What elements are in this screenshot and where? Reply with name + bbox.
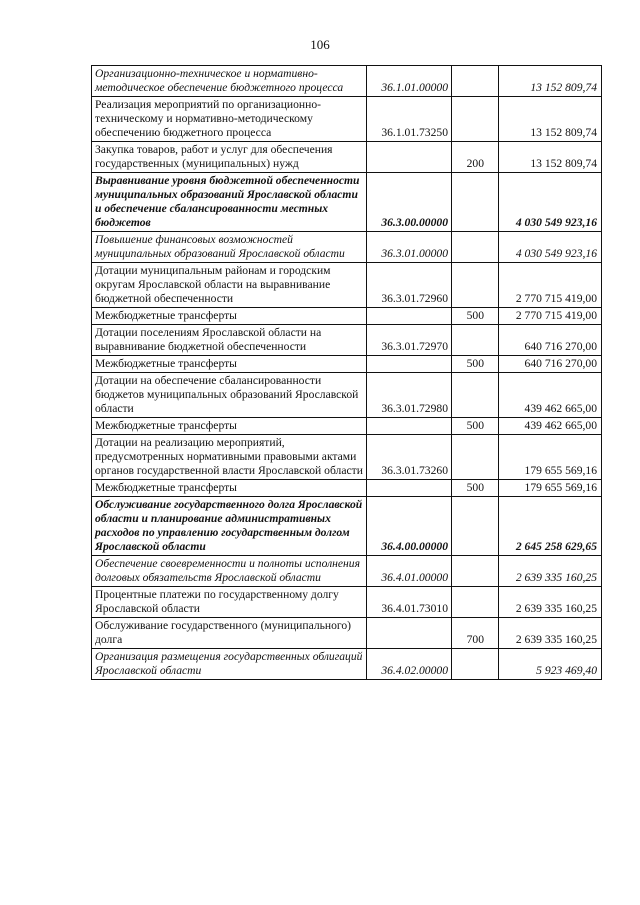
row-code-cell: 36.4.02.00000 <box>367 649 452 680</box>
row-name-cell: Организация размещения государственных облигаций Ярославской области <box>92 649 367 680</box>
row-code-cell <box>367 480 452 497</box>
table-row <box>92 173 602 232</box>
row-amount-cell: 640 716 270,00 <box>499 356 602 373</box>
row-kind-cell <box>452 173 499 232</box>
row-name-cell: Выравнивание уровня бюджетной обеспеченности муниципальных образований Ярославской области и обеспечение сбалансированности местных бюджетов <box>92 173 367 232</box>
row-kind-cell: 500 <box>452 308 499 325</box>
table-row <box>92 435 602 480</box>
row-amount-cell: 2 645 258 629,65 <box>499 497 602 556</box>
row-amount-cell: 179 655 569,16 <box>499 480 602 497</box>
row-kind-cell <box>452 435 499 480</box>
row-amount-cell: 4 030 549 923,16 <box>499 232 602 263</box>
row-code-cell: 36.3.01.73260 <box>367 435 452 480</box>
row-code-cell <box>367 142 452 173</box>
row-amount-cell: 2 639 335 160,25 <box>499 587 602 618</box>
row-name-cell: Дотации поселениям Ярославской области на выравнивание бюджетной обеспеченности <box>92 325 367 356</box>
table-row <box>92 587 602 618</box>
table-row <box>92 618 602 649</box>
row-kind-cell <box>452 232 499 263</box>
row-amount-cell: 4 030 549 923,16 <box>499 173 602 232</box>
table-row <box>92 356 602 373</box>
row-name-cell: Межбюджетные трансферты <box>92 308 367 325</box>
row-kind-cell <box>452 497 499 556</box>
row-amount-cell: 2 639 335 160,25 <box>499 556 602 587</box>
row-code-cell: 36.3.01.00000 <box>367 232 452 263</box>
row-code-cell <box>367 356 452 373</box>
row-name-cell: Дотации муниципальным районам и городским округам Ярославской области на выравнивание бюджетной обеспеченности <box>92 263 367 308</box>
row-amount-cell: 13 152 809,74 <box>499 97 602 142</box>
row-kind-cell: 500 <box>452 480 499 497</box>
row-code-cell: 36.1.01.00000 <box>367 66 452 97</box>
row-name-cell: Межбюджетные трансферты <box>92 418 367 435</box>
row-name-cell: Обслуживание государственного (муниципального) долга <box>92 618 367 649</box>
row-amount-cell: 640 716 270,00 <box>499 325 602 356</box>
row-name-cell: Повышение финансовых возможностей муниципальных образований Ярославской области <box>92 232 367 263</box>
row-name-cell: Реализация мероприятий по организационно-техническому и нормативно-методическому обеспечению бюджетного процесса <box>92 97 367 142</box>
row-name-cell: Дотации на реализацию мероприятий, предусмотренных нормативными правовыми актами органов государственной власти Ярославской области <box>92 435 367 480</box>
row-kind-cell <box>452 556 499 587</box>
budget-table-body <box>92 66 602 680</box>
table-row <box>92 325 602 356</box>
row-code-cell: 36.3.00.00000 <box>367 173 452 232</box>
row-name-cell: Закупка товаров, работ и услуг для обеспечения государственных (муниципальных) нужд <box>92 142 367 173</box>
row-amount-cell: 13 152 809,74 <box>499 66 602 97</box>
row-code-cell: 36.1.01.73250 <box>367 97 452 142</box>
row-kind-cell: 200 <box>452 142 499 173</box>
row-amount-cell: 2 770 715 419,00 <box>499 263 602 308</box>
row-kind-cell <box>452 97 499 142</box>
row-amount-cell: 439 462 665,00 <box>499 373 602 418</box>
row-code-cell <box>367 618 452 649</box>
row-kind-cell <box>452 66 499 97</box>
row-kind-cell: 700 <box>452 618 499 649</box>
row-code-cell: 36.4.01.73010 <box>367 587 452 618</box>
table-row <box>92 480 602 497</box>
row-code-cell: 36.3.01.72980 <box>367 373 452 418</box>
row-code-cell: 36.4.01.00000 <box>367 556 452 587</box>
table-row <box>92 263 602 308</box>
row-kind-cell <box>452 587 499 618</box>
row-kind-cell <box>452 263 499 308</box>
table-row <box>92 142 602 173</box>
row-name-cell: Обеспечение своевременности и полноты исполнения долговых обязательств Ярославской области <box>92 556 367 587</box>
row-name-cell: Процентные платежи по государственному долгу Ярославской области <box>92 587 367 618</box>
row-code-cell: 36.4.00.00000 <box>367 497 452 556</box>
table-row <box>92 418 602 435</box>
table-row <box>92 373 602 418</box>
row-code-cell <box>367 418 452 435</box>
row-code-cell: 36.3.01.72970 <box>367 325 452 356</box>
row-amount-cell: 2 770 715 419,00 <box>499 308 602 325</box>
row-name-cell: Дотации на обеспечение сбалансированности бюджетов муниципальных образований Ярославской области <box>92 373 367 418</box>
table-row <box>92 556 602 587</box>
row-amount-cell: 2 639 335 160,25 <box>499 618 602 649</box>
table-row <box>92 97 602 142</box>
budget-table <box>91 65 602 680</box>
row-code-cell: 36.3.01.72960 <box>367 263 452 308</box>
row-kind-cell <box>452 325 499 356</box>
row-kind-cell: 500 <box>452 356 499 373</box>
row-amount-cell: 179 655 569,16 <box>499 435 602 480</box>
row-amount-cell: 439 462 665,00 <box>499 418 602 435</box>
row-name-cell: Организационно-техническое и нормативно-методическое обеспечение бюджетного процесса <box>92 66 367 97</box>
table-row <box>92 649 602 680</box>
row-kind-cell <box>452 649 499 680</box>
row-name-cell: Межбюджетные трансферты <box>92 356 367 373</box>
page-number: 106 <box>310 37 330 52</box>
table-row <box>92 66 602 97</box>
row-amount-cell: 13 152 809,74 <box>499 142 602 173</box>
row-kind-cell <box>452 373 499 418</box>
table-row <box>92 497 602 556</box>
row-name-cell: Обслуживание государственного долга Ярославской области и планирование административных расходов по управлению государственным долгом Ярославской области <box>92 497 367 556</box>
row-name-cell: Межбюджетные трансферты <box>92 480 367 497</box>
table-row <box>92 308 602 325</box>
table-row <box>92 232 602 263</box>
row-kind-cell: 500 <box>452 418 499 435</box>
row-amount-cell: 5 923 469,40 <box>499 649 602 680</box>
row-code-cell <box>367 308 452 325</box>
